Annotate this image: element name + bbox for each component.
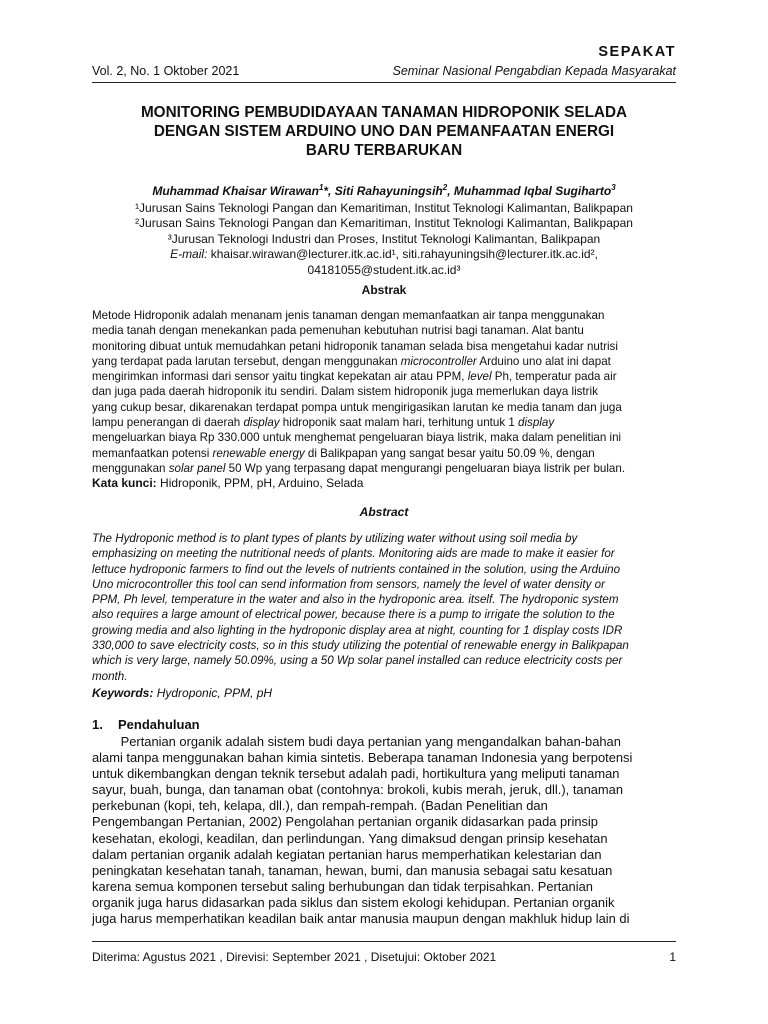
text-line: growing media and also lighting in the hydroponic display area at night, counting for 1 display costs IDR — [92, 623, 623, 637]
keywords-label: Keywords: — [92, 686, 154, 700]
section-heading — [92, 717, 200, 732]
affiliation: ³Jurusan Teknologi Industri dan Proses, Institut Teknologi Kalimantan, Balikpapan — [167, 231, 601, 246]
italic-term: solar panel — [168, 461, 226, 475]
text-line — [92, 461, 676, 476]
text-line — [92, 354, 676, 369]
abstract-heading: Abstract — [359, 505, 409, 519]
text-run: 50 Wp yang terpasang dapat mengurangi pengeluaran biaya listrik per bulan. — [225, 461, 626, 475]
text-line: emphasizing on meeting the nutritional needs of plants. Monitoring aids are made to make it easier for — [92, 547, 615, 561]
text-line: untuk dikembangkan dengan teknik tersebut adalah padi, hortikultura yang meliputi tanaman — [92, 766, 620, 782]
text-line — [92, 369, 676, 384]
text-line: organik juga harus didasarkan pada siklus dan sistem ekologi kehidupan. Pertanian organik — [92, 894, 615, 910]
text-line: month. — [92, 669, 128, 683]
email-addresses: khaisar.wirawan@lecturer.itk.ac.id¹, siti.rahayuningsih@lecturer.itk.ac.id², — [207, 247, 598, 262]
text-line — [92, 446, 676, 461]
text-line: 330,000 to save electricity costs, so in this study utilizing the potential of renewable energy in Balikpapan — [92, 639, 629, 653]
running-header — [92, 64, 676, 78]
author-name: Muhammad Iqbal Sugiharto — [453, 184, 612, 198]
text-run: memanfaatkan potensi — [92, 446, 213, 460]
author-names — [92, 180, 676, 200]
text-run: perkebunan (kopi, teh, kelapa, dll.), dan rempah-rempah. (Badan Penelitian dan — [92, 798, 548, 814]
text-line: monitoring dibuat untuk memudahkan petani hidroponik tanaman selada bisa mengetahui kadar nutrisi — [92, 339, 618, 353]
text-line: dan juga pada daerah hidroponik itu sendiri. Dalam sistem hidroponik juga memerlukan daya listrik — [92, 385, 598, 399]
text-line: which is very large, namely 50.09%, using a 50 Wp solar panel installed can reduce electricity costs per — [92, 654, 623, 668]
text-line: mengeluarkan biaya Rp 330.000 untuk menghemat pengeluaran biaya listrik, maka dalam penelitian ini — [92, 431, 622, 445]
affiliation: ²Jurusan Sains Teknologi Pangan dan Kemaritiman, Institut Teknologi Kalimantan, Balikpapan — [135, 216, 633, 231]
text-run: di Balikpapan yang sangat besar yaitu 50.09 %, dengan — [304, 446, 595, 460]
section-title: Pendahuluan — [118, 717, 200, 732]
text-run: lampu penerangan di daerah — [92, 416, 244, 430]
email-label: E-mail: — [170, 247, 208, 262]
text-run: Arduino uno alat ini dapat — [476, 354, 611, 368]
abstract-text — [92, 531, 676, 684]
author-block — [92, 180, 676, 279]
text-run: yang terdapat pada larutan tersebut, dengan menggunakan — [92, 354, 401, 368]
text-line: karena semua komponen tersebut saling berhubungan dan tidak terpisahkan. Pertanian — [92, 878, 593, 894]
title-line: MONITORING PEMBUDIDAYAAN TANAMAN HIDROPONIK SELADA — [140, 104, 628, 121]
seminar-name: Seminar Nasional Pengabdian Kepada Masyarakat — [392, 64, 676, 78]
text-line: Pengembangan Pertanian, 2002) Pengolahan pertanian organik didasarkan pada prinsip — [92, 814, 598, 830]
italic-term: display — [518, 416, 555, 430]
text-line: alami tanpa menggunakan bahan kimia sintetis. Beberapa tanaman Indonesia yang berpotensi — [92, 750, 633, 766]
title-line: BARU TERBARUKAN — [305, 142, 463, 159]
italic-term: renewable energy — [212, 446, 305, 460]
keywords-value: Hydroponic, PPM, pH — [153, 686, 273, 700]
submission-dates: Diterima: Agustus 2021 , Direvisi: September 2021 , Disetujui: Oktober 2021 — [92, 950, 497, 964]
text-line: media tanah dengan menekankan pada pemenuhan kebutuhan nutrisi bagi tanaman. Alat bantu — [92, 324, 584, 338]
keywords — [92, 686, 676, 700]
text-line: also requires a large amount of electrical power, because there is a pump to irrigate the solution to the — [92, 608, 615, 622]
abstrak-heading: Abstrak — [361, 283, 407, 297]
kata-kunci — [92, 476, 676, 490]
affiliation-mark: 2 — [442, 183, 448, 192]
italic-term: display — [243, 416, 280, 430]
text-line: lettuce hydroponic farmers to find out the levels of nutrients contained in the solution, using the Arduino — [92, 562, 621, 576]
italic-term: microcontroller — [400, 354, 477, 368]
text-run: mengirimkan informasi dari sensor yaitu tingkat kepekatan air atau PPM, — [92, 370, 468, 384]
footer-rule — [92, 941, 676, 942]
author-name: Muhammad Khaisar Wirawan — [152, 184, 319, 198]
text-line: peningkatan kesehatan tanah, tanaman, hewan, bumi, dan manusia sebagai satu kesatuan — [92, 862, 613, 878]
affiliation-mark: 3 — [611, 183, 616, 192]
author-name: Siti Rahayuningsih — [334, 184, 443, 198]
text-line — [92, 415, 676, 430]
title-line: DENGAN SISTEM ARDUINO UNO DAN PEMANFAATAN ENERGI — [153, 123, 615, 140]
volume-info: Vol. 2, No. 1 Oktober 2021 — [92, 64, 240, 78]
italic-term: level — [467, 370, 492, 384]
kata-kunci-value: Hidroponik, PPM, pH, Arduino, Selada — [156, 476, 364, 490]
email-line — [92, 247, 676, 263]
section-number: 1. — [92, 717, 103, 732]
page-number: 1 — [669, 950, 676, 964]
text-line: Uno microcontroller this tool can send information from sensors, namely the level of water density or — [92, 577, 605, 591]
author-separator: , — [447, 184, 454, 198]
intro-text — [92, 734, 676, 927]
text-line: PPM, Ph level, temperature in the water and also in the hydroponic area. itself. The hydroponic system — [92, 593, 619, 607]
text-line: yang cukup besar, dikarenakan terdapat pompa untuk mengirigasikan larutan ke media tanam dan juga — [92, 400, 622, 414]
kata-kunci-label: Kata kunci: — [92, 476, 157, 490]
text-line: kesehatan, ekologi, keadilan, dan perlindungan. Yang dimaksud dengan prinsip kesehatan — [92, 830, 608, 846]
abstrak-text — [92, 308, 676, 476]
text-line: dalam pertanian organik adalah kegiatan pertanian harus memperhatikan kelestarian dan — [92, 846, 602, 862]
text-run: Ph, temperatur pada air — [491, 370, 617, 384]
text-line: Pertanian organik adalah sistem budi daya pertanian yang mengandalkan bahan-bahan — [92, 734, 621, 749]
affiliation: ¹Jurusan Sains Teknologi Pangan dan Kemaritiman, Institut Teknologi Kalimantan, Balikpapan — [135, 200, 633, 215]
email-line: 04181055@student.itk.ac.id³ — [307, 262, 461, 277]
text-run: menggunakan — [92, 461, 169, 475]
paper-title — [80, 103, 688, 160]
text-line: sayur, buah, bunga, dan tanaman obat (contohnya: brokoli, kubis merah, jeruk, dll.), tanaman — [92, 782, 623, 798]
corresponding-mark: *, — [323, 184, 335, 198]
text-line: The Hydroponic method is to plant types of plants by utilizing water without using soil media by — [92, 532, 578, 545]
page-footer — [92, 950, 676, 964]
header-rule — [92, 82, 676, 83]
text-line — [92, 798, 676, 814]
text-run: hidroponik saat malam hari, terhitung untuk 1 — [279, 416, 519, 430]
text-line: Metode Hidroponik adalah menanam jenis tanaman dengan memanfaatkan air tanpa menggunakan — [92, 309, 605, 322]
text-line: juga harus memperhatikan keadilan baik antar manusia maupun dengan makhluk hidup lain di — [92, 911, 630, 927]
journal-name: SEPAKAT — [598, 44, 676, 60]
affiliation-mark: 1 — [318, 183, 324, 192]
